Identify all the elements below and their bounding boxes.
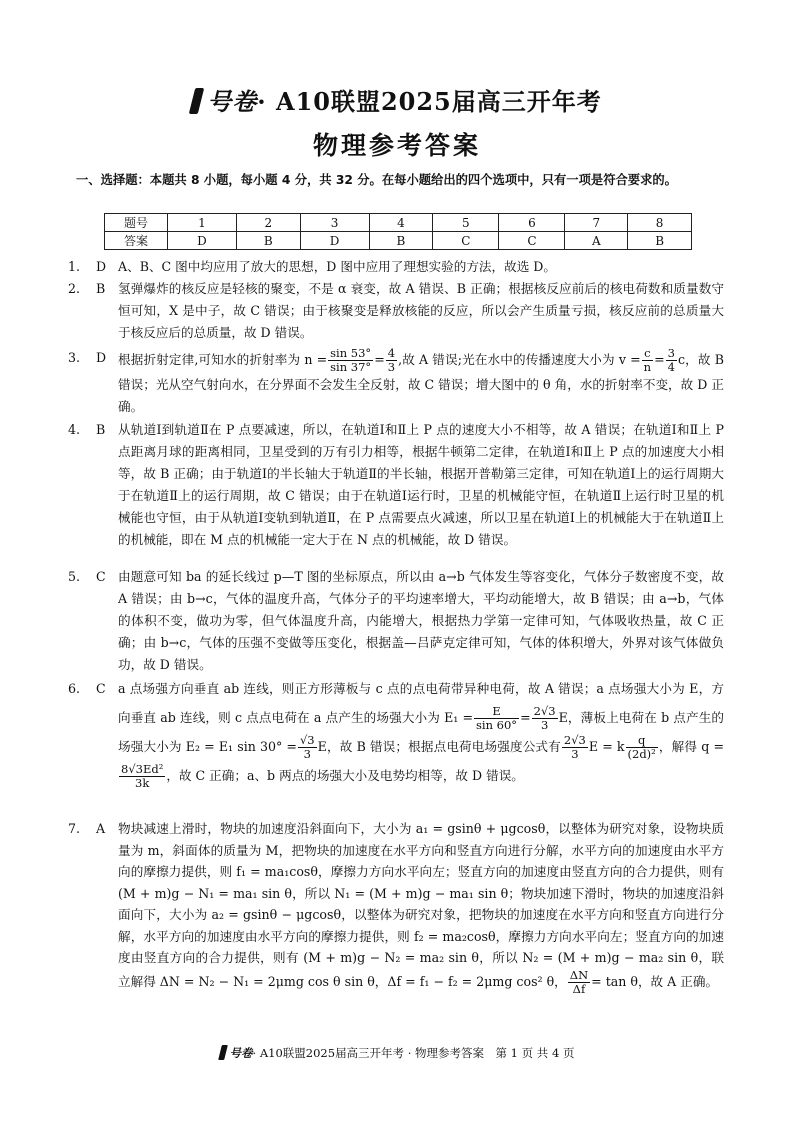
question-number: 7. [68,821,81,836]
text-run: E = k [588,739,625,754]
fraction-denominator: n [643,360,652,374]
question-3 [68,347,724,418]
question-answer: B [96,281,106,296]
table-cell: 4 [369,214,433,232]
page-title [0,82,794,117]
text-run: a 点场强方向垂直 ab 连线，则正方形薄板与 c 点的点电荷带异种电荷，故 A 错误；a 点场强大小为 E，方向垂直 ab 连线，则 c 点点电荷在 a 点产生的场强大小为 E₁ = [118,681,724,725]
page-subtitle: 物理参考答案 [312,131,481,160]
fraction-denominator: sin 60° [476,718,518,732]
question-number: 2. [68,281,81,296]
table-header-label: 题号 [105,214,168,232]
text-run: E，故 B 错误；根据点电荷电场强度公式有 [317,739,561,754]
text-run: = [520,710,531,725]
question-5 [68,566,724,676]
table-cell: 3 [300,214,369,232]
table-cell: B [369,232,433,250]
fraction [666,347,677,374]
fraction [474,705,519,732]
table-cell: D [300,232,369,250]
fraction [642,347,653,374]
question-7 [68,818,724,996]
question-1 [68,256,724,278]
table-cell: C [433,232,499,250]
table-cell: 1 [168,214,237,232]
brand-name: 号卷 [207,87,258,116]
table-cell: 7 [565,214,628,232]
table-cell: A [565,232,628,250]
fraction [562,734,588,761]
page-footer [0,1045,794,1061]
text-run: 物块减速上滑时，物块的加速度沿斜面向下，大小为 a₁ = gsinθ + μgcosθ，以整体为研究对象，设物块质量为 m，斜面体的质量为 M，把物块的加速度在水平方向和竖直方向进行分解，水平方向的加速度由水平方向的摩擦力提供，则 f₁ = ma₁cosθ，摩擦力方向水平向左；竖直方向的加速度由竖直方向的合力提供，则有 (M + m)g − N₁ = ma₁ sin θ，所以 N₁ = (M + m)g − ma₁ sin θ；物块加速下滑时，物块的加速度沿斜面向下，大小为 a₂ = gsinθ − μgcosθ，以整体为研究对象，把物块的加速度在水平方向和竖直方向进行分解，水平方向的加速度由水平方向的摩擦力提供，则 f₂ = ma₂cosθ，摩擦力方向水平向左；竖直方向的加速度由竖直方向的合力提供，则有 (M + m)g − N₂ = ma₂ sin θ，所以 N₂ = (M + m)g − ma₂ sin θ，联立解得 ΔN = N₂ − N₁ = 2μmg cos θ sin θ，Δf = f₁ − f₂ = 2μmg cos² θ， [118,821,724,989]
brand-logo-icon [189,88,204,114]
fraction-numerator: 3 [667,346,675,360]
fraction-numerator: ΔN [569,967,589,982]
question-number: 4. [68,422,81,437]
question-number: 6. [68,681,81,696]
text-run: = [374,352,385,367]
question-answer: B [96,422,106,437]
text-run: ，解得 q = [658,739,724,754]
fraction [626,734,658,761]
fraction [298,734,317,761]
footer-brand: 号卷 [229,1046,253,1060]
fraction-denominator: 3 [387,360,396,374]
table-header-label: 答案 [105,232,168,250]
fraction [119,763,165,790]
fraction-denominator: 3 [571,747,579,761]
question-answer: C [96,569,106,584]
question-explanation: 由题意可知 ba 的延长线过 p—T 图的坐标原点，所以由 a→b 气体发生等容变化，气体分子数密度不变，故 A 错误；由 b→c，气体的温度升高，气体分子的平均速率增大，平均动能增大，故 B 错误；由 a→b，气体的体积不变，做功为零，但气体温度升高，内能增大，根据热力学第一定律可知，气体吸收热量，故 C 正确；由 b→c，气体的压强不变做等压变化，根据盖—吕萨克定律可知，气体的体积增大，外界对该气体做负功，故 D 错误。 [118,569,724,672]
fraction-denominator: 3 [303,747,311,761]
fraction [568,969,590,996]
fraction [386,347,397,374]
fraction-numerator: 2√3 [533,704,556,718]
fraction-numerator: 8√3Ed² [121,762,164,776]
fraction-denominator: sin 37° [330,360,372,374]
text-run: E，薄板上电荷在 b 点产生的场强大小为 E₂ = E₁ sin 30° = [118,710,725,754]
text-run: c，故 B 错误；光从空气射向水，在分界面不会发生全反射，故 C 错误；增大图中的 θ 角，水的折射率不变，故 D 正确。 [118,352,724,414]
question-answer: C [96,681,106,696]
table-cell: 8 [628,214,692,232]
question-number: 3. [68,350,81,365]
fraction-numerator: c [642,347,653,361]
question-explanation [118,347,724,418]
fraction-numerator: q [626,734,658,748]
table-cell: C [499,232,565,250]
question-4 [68,419,724,551]
text-run: = [654,352,665,367]
fraction-numerator: E [474,705,519,719]
footer-text: · A10联盟2025届高三开年考 · 物理参考答案 第 1 页 共 4 页 [252,1046,575,1060]
section-heading: 一、选择题：本题共 8 小题，每小题 4 分，共 32 分。在每小题给出的四个选项中，只有一项是符合要求的。 [76,173,677,187]
text-run: 根据折射定律,可知水的折射率为 n = [118,352,328,367]
fraction-denominator: Δf [572,981,586,996]
question-explanation: 氢弹爆炸的核反应是轻核的聚变，不是 α 衰变，故 A 错误、B 正确；根据核反应前后的核电荷数和质量数守恒可知，X 是中子，故 C 错误；由于核聚变是释放核能的反应，所以会产生质量亏损，核反应前的总质量大于核反应后的总质量，故 D 错误。 [118,281,724,340]
fraction-numerator: sin 53° [330,346,372,360]
fraction-denominator: (2d)² [627,747,656,761]
answer-table [104,213,692,250]
fraction [532,705,558,732]
question-number: 1. [68,259,81,274]
text-run: ,故 A 错误;光在水中的传播速度大小为 v = [398,352,641,367]
table-cell: 5 [433,214,499,232]
question-answer: D [96,350,107,365]
fraction-denominator: 3 [540,718,549,732]
question-2 [68,278,724,344]
exam-title: · A10联盟2025届高三开年考 [257,87,602,116]
question-explanation: 从轨道Ⅰ到轨道Ⅱ在 P 点要减速，所以，在轨道Ⅰ和Ⅱ上 P 点的速度大小不相等，故 A 错误；在轨道Ⅰ和Ⅱ上 P 点距离月球的距离相同，卫星受到的万有引力相等，根据牛顿第二定律，在轨道Ⅰ和Ⅱ上 P 点的加速度大小相等，故 B 正确；由于轨道Ⅰ的半长轴大于轨道Ⅱ的半长轴，根据开普勒第三定律，可知在轨道Ⅰ上的运行周期大于在轨道Ⅱ上的运行周期，故 C 错误；由于在轨道Ⅰ运行时，卫星的机械能守恒，在轨道Ⅱ上运行时卫星的机械能也守恒，由于从轨道Ⅰ变轨到轨道Ⅱ，在 P 点需要点火减速，所以卫星在轨道Ⅰ上的机械能大于在轨道Ⅱ上的机械能，即在 M 点的机械能一定大于在 N 点的机械能，故 D 错误。 [118,422,724,547]
fraction-numerator: 4 [387,346,396,360]
text-run: ，故 C 正确；a、b 两点的场强大小及电势均相等，故 D 错误。 [166,768,524,783]
fraction [328,347,373,374]
table-row [105,232,692,250]
table-cell: 6 [499,214,565,232]
question-answer: D [96,259,107,274]
question-explanation: A、B、C 图中均应用了放大的思想，D 图中应用了理想实验的方法，故选 D。 [118,259,557,274]
table-row [105,214,692,232]
fraction-denominator: 4 [667,360,675,374]
table-cell: B [236,232,300,250]
question-answer: A [96,821,106,836]
fraction-denominator: 3k [135,776,150,790]
fraction-numerator: √3 [299,733,315,747]
question-explanation [118,674,724,790]
text-run: = tan θ，故 A 正确。 [591,973,719,989]
question-explanation [118,818,724,996]
table-cell: D [168,232,237,250]
question-number: 5. [68,569,81,584]
table-cell: 2 [236,214,300,232]
question-6 [68,674,724,790]
brand-logo-icon [218,1045,228,1060]
table-cell: B [628,232,692,250]
fraction-numerator: 2√3 [563,733,586,747]
